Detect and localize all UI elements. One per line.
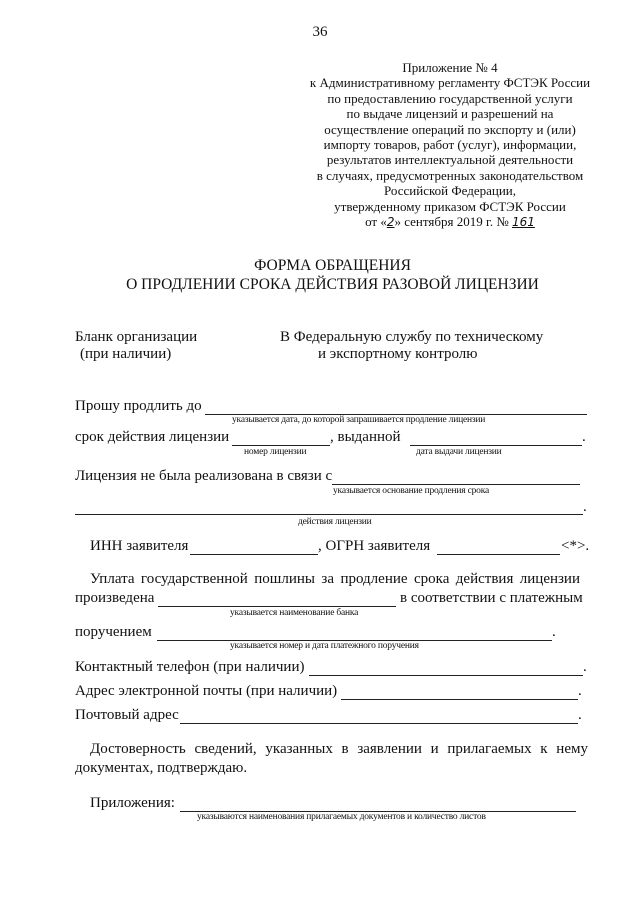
fee-paid-label: произведена	[75, 590, 155, 606]
appendix-line: к Административному регламенту ФСТЭК России	[309, 75, 591, 91]
license-number-field[interactable]	[232, 445, 330, 446]
postal-label: Почтовый адрес	[75, 707, 179, 723]
ogrn-footnote: <*>.	[561, 538, 590, 554]
appendix-line: Приложение № 4	[402, 60, 498, 75]
fee-according-label: в соответствии с платежным	[400, 590, 583, 606]
bank-caption: указывается наименование банка	[230, 608, 359, 618]
reason-field-continued[interactable]	[75, 514, 583, 515]
title-line-1: ФОРМА ОБРАЩЕНИЯ	[254, 257, 411, 274]
period: .	[583, 499, 587, 515]
postal-address-field[interactable]	[180, 723, 578, 724]
license-term-label: срок действия лицензии	[75, 429, 230, 445]
date-prefix: от «	[365, 214, 387, 230]
payment-order-caption: указывается номер и дата платежного поручения	[230, 641, 419, 651]
org-blank-label: Бланк организации	[75, 329, 198, 345]
handwritten-order-number: 161	[512, 215, 535, 230]
issue-date-field[interactable]	[410, 445, 582, 446]
handwritten-day: 2	[386, 215, 395, 230]
license-number-caption: номер лицензии	[244, 447, 307, 457]
reason-caption-1: указывается основание продления срока	[333, 486, 489, 496]
period: .	[583, 659, 587, 675]
appendix-date-line	[300, 214, 600, 230]
confirm-line-1: Достоверность сведений, указанных в заявлении и прилагаемых к нему	[90, 741, 588, 757]
appendix-line: утвержденному приказом ФСТЭК России	[334, 198, 566, 214]
inn-label: ИНН заявителя	[90, 538, 189, 554]
phone-field[interactable]	[309, 675, 583, 676]
period: .	[578, 683, 582, 699]
appendix-line: Российской Федерации,	[384, 183, 516, 199]
email-field[interactable]	[341, 699, 578, 700]
addressee-line-1: В Федеральную службу по техническому	[280, 329, 544, 345]
payment-order-label: поручением	[75, 624, 152, 640]
form-title	[0, 256, 640, 294]
title-line-2: О ПРОДЛЕНИИ СРОКА ДЕЙСТВИЯ РАЗОВОЙ ЛИЦЕНЗИИ	[126, 276, 539, 293]
not-realized-label: Лицензия не была реализована в связи с	[75, 468, 333, 484]
appendix-line: импорту товаров, работ (услуг), информации,	[323, 137, 577, 153]
fee-line: Уплата государственной пошлины за продление срока действия лицензии	[90, 571, 580, 587]
issue-date-caption: дата выдачи лицензии	[416, 447, 502, 457]
period: .	[552, 624, 556, 640]
appendix-line: по предоставлению государственной услуги	[327, 90, 573, 106]
ogrn-field[interactable]	[437, 554, 560, 555]
org-blank-note: (при наличии)	[80, 346, 172, 362]
confirm-line-2: документах, подтверждаю.	[75, 760, 248, 776]
request-label: Прошу продлить до	[75, 398, 202, 414]
inn-field[interactable]	[190, 554, 318, 555]
page-number: 36	[312, 24, 328, 40]
attachments-label: Приложения:	[90, 795, 175, 811]
reason-field[interactable]	[332, 484, 580, 485]
period: .	[578, 707, 582, 723]
appendix-line: в случаях, предусмотренных законодательством	[316, 167, 584, 183]
date-middle: » сентября 2019 г. №	[394, 214, 509, 230]
bank-field[interactable]	[158, 606, 396, 607]
ogrn-label: , ОГРН заявителя	[318, 538, 431, 554]
reason-caption-2: действия лицензии	[298, 517, 372, 527]
period: .	[582, 429, 586, 445]
appendix-line: результатов интеллектуальной деятельности	[326, 152, 574, 168]
phone-label: Контактный телефон (при наличии)	[75, 659, 305, 675]
issued-label: , выданной	[330, 429, 401, 445]
attachments-caption: указываются наименования прилагаемых документов и количество листов	[197, 812, 486, 822]
appendix-line: осуществление операций по экспорту и (или)	[324, 121, 576, 137]
appendix-line: по выдаче лицензий и разрешений на	[346, 106, 554, 122]
request-caption: указывается дата, до которой запрашивается продление лицензии	[232, 415, 486, 425]
appendix-block	[300, 60, 600, 230]
email-label: Адрес электронной почты (при наличии)	[75, 683, 338, 699]
addressee-line-2: и экспортному контролю	[318, 346, 478, 362]
